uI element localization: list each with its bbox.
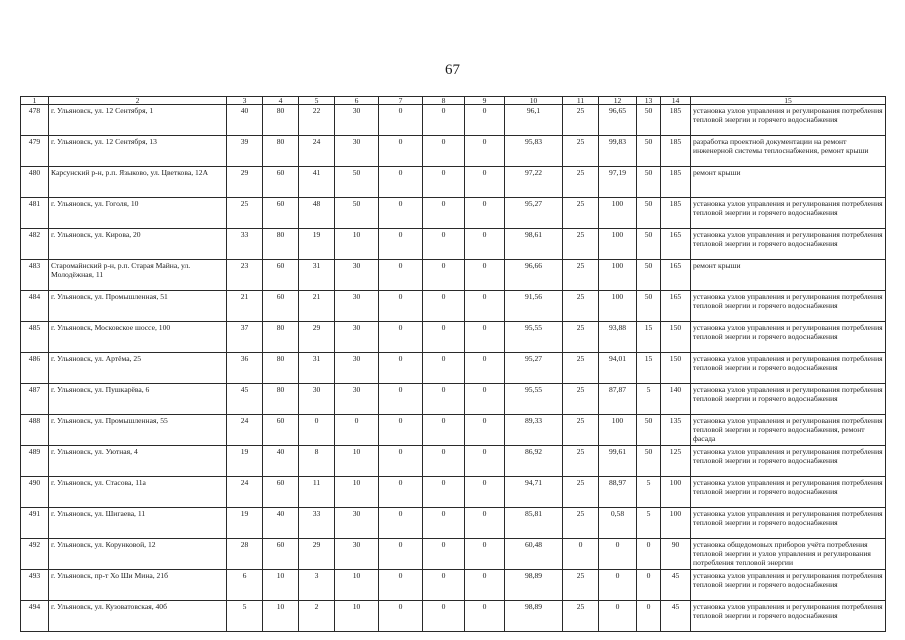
address-cell: г. Ульяновск, ул. Промышленная, 51 <box>49 291 227 322</box>
column-header: 12 <box>599 97 637 105</box>
column-header: 5 <box>299 97 335 105</box>
row-number-cell: 491 <box>21 508 49 539</box>
address-cell: г. Ульяновск, ул. Корунковой, 12 <box>49 539 227 570</box>
value-cell: 40 <box>263 446 299 477</box>
value-cell: 0 <box>465 446 505 477</box>
address-cell: г. Ульяновск, ул. Уютная, 4 <box>49 446 227 477</box>
value-cell: 0 <box>379 384 423 415</box>
value-cell: 19 <box>227 446 263 477</box>
value-cell: 41 <box>299 167 335 198</box>
value-cell: 165 <box>661 291 691 322</box>
row-number-cell: 482 <box>21 229 49 260</box>
value-cell: 25 <box>563 353 599 384</box>
value-cell: 50 <box>637 229 661 260</box>
value-cell: 0 <box>379 260 423 291</box>
value-cell: 80 <box>263 322 299 353</box>
value-cell: 25 <box>563 415 599 446</box>
value-cell: 45 <box>661 601 691 632</box>
value-cell: 40 <box>227 105 263 136</box>
row-number-cell: 485 <box>21 322 49 353</box>
row-number-cell: 490 <box>21 477 49 508</box>
value-cell: 0 <box>423 291 465 322</box>
value-cell: 99,61 <box>599 446 637 477</box>
value-cell: 0 <box>379 198 423 229</box>
column-header: 13 <box>637 97 661 105</box>
value-cell: 24 <box>299 136 335 167</box>
value-cell: 0 <box>465 539 505 570</box>
works-description-cell: установка узлов управления и регулирования потребления тепловой энергии и горячего водоснабжения <box>691 446 886 477</box>
address-cell: г. Ульяновск, ул. Шигаева, 11 <box>49 508 227 539</box>
value-cell: 0 <box>465 198 505 229</box>
value-cell: 0 <box>465 353 505 384</box>
value-cell: 25 <box>563 260 599 291</box>
table-row <box>21 167 886 198</box>
value-cell: 31 <box>299 260 335 291</box>
column-header: 14 <box>661 97 691 105</box>
column-header: 3 <box>227 97 263 105</box>
value-cell: 80 <box>263 136 299 167</box>
value-cell: 0 <box>299 415 335 446</box>
value-cell: 45 <box>227 384 263 415</box>
address-cell: Карсунский р-н, р.п. Языково, ул. Цветкова, 12А <box>49 167 227 198</box>
value-cell: 185 <box>661 198 691 229</box>
table-row <box>21 260 886 291</box>
value-cell: 19 <box>299 229 335 260</box>
value-cell: 50 <box>637 167 661 198</box>
value-cell: 0 <box>379 105 423 136</box>
value-cell: 98,89 <box>505 601 563 632</box>
value-cell: 50 <box>637 136 661 167</box>
table-row <box>21 539 886 570</box>
value-cell: 94,01 <box>599 353 637 384</box>
value-cell: 80 <box>263 229 299 260</box>
value-cell: 10 <box>335 229 379 260</box>
value-cell: 0 <box>423 446 465 477</box>
address-cell: г. Ульяновск, ул. Гоголя, 10 <box>49 198 227 229</box>
value-cell: 10 <box>335 446 379 477</box>
column-header: 1 <box>21 97 49 105</box>
value-cell: 100 <box>599 260 637 291</box>
value-cell: 31 <box>299 353 335 384</box>
address-cell: г. Ульяновск, ул. Пушкарёва, 6 <box>49 384 227 415</box>
value-cell: 23 <box>227 260 263 291</box>
value-cell: 98,61 <box>505 229 563 260</box>
value-cell: 0 <box>637 539 661 570</box>
value-cell: 50 <box>637 198 661 229</box>
value-cell: 86,92 <box>505 446 563 477</box>
table-row <box>21 570 886 601</box>
value-cell: 25 <box>563 446 599 477</box>
column-header: 9 <box>465 97 505 105</box>
value-cell: 3 <box>299 570 335 601</box>
value-cell: 10 <box>263 601 299 632</box>
value-cell: 185 <box>661 105 691 136</box>
value-cell: 0 <box>637 570 661 601</box>
works-description-cell: установка узлов управления и регулирования потребления тепловой энергии и горячего водоснабжения <box>691 353 886 384</box>
works-description-cell: установка узлов управления и регулирования потребления тепловой энергии и горячего водоснабжения, ремонт фасада <box>691 415 886 446</box>
row-number-cell: 492 <box>21 539 49 570</box>
value-cell: 97,19 <box>599 167 637 198</box>
value-cell: 98,89 <box>505 570 563 601</box>
column-header: 7 <box>379 97 423 105</box>
address-cell: г. Ульяновск, ул. Кирова, 20 <box>49 229 227 260</box>
table-row <box>21 477 886 508</box>
value-cell: 0 <box>465 260 505 291</box>
value-cell: 0 <box>379 539 423 570</box>
value-cell: 21 <box>227 291 263 322</box>
value-cell: 24 <box>227 415 263 446</box>
works-description-cell: установка узлов управления и регулирования потребления тепловой энергии и горячего водоснабжения <box>691 229 886 260</box>
value-cell: 97,22 <box>505 167 563 198</box>
value-cell: 45 <box>661 570 691 601</box>
address-cell: г. Ульяновск, ул. Стасова, 11а <box>49 477 227 508</box>
row-number-cell: 488 <box>21 415 49 446</box>
value-cell: 10 <box>335 570 379 601</box>
works-description-cell: установка узлов управления и регулирования потребления тепловой энергии и горячего водоснабжения <box>691 291 886 322</box>
value-cell: 0 <box>379 508 423 539</box>
value-cell: 91,56 <box>505 291 563 322</box>
row-number-cell: 478 <box>21 105 49 136</box>
value-cell: 185 <box>661 167 691 198</box>
value-cell: 25 <box>563 167 599 198</box>
address-cell: г. Ульяновск, ул. Промышленная, 55 <box>49 415 227 446</box>
address-cell: г. Ульяновск, ул. 12 Сентября, 1 <box>49 105 227 136</box>
address-cell: г. Ульяновск, ул. Артёма, 25 <box>49 353 227 384</box>
value-cell: 80 <box>263 353 299 384</box>
value-cell: 33 <box>227 229 263 260</box>
row-number-cell: 479 <box>21 136 49 167</box>
value-cell: 29 <box>299 539 335 570</box>
value-cell: 25 <box>563 105 599 136</box>
table-row <box>21 229 886 260</box>
value-cell: 10 <box>335 601 379 632</box>
value-cell: 95,55 <box>505 322 563 353</box>
value-cell: 40 <box>263 508 299 539</box>
value-cell: 0 <box>423 136 465 167</box>
value-cell: 85,81 <box>505 508 563 539</box>
row-number-cell: 494 <box>21 601 49 632</box>
column-header: 8 <box>423 97 465 105</box>
value-cell: 5 <box>637 477 661 508</box>
value-cell: 0 <box>379 136 423 167</box>
value-cell: 10 <box>263 570 299 601</box>
value-cell: 19 <box>227 508 263 539</box>
value-cell: 30 <box>335 260 379 291</box>
value-cell: 0 <box>423 105 465 136</box>
works-description-cell: установка узлов управления и регулирования потребления тепловой энергии и горячего водоснабжения <box>691 508 886 539</box>
value-cell: 0 <box>465 291 505 322</box>
value-cell: 100 <box>599 198 637 229</box>
value-cell: 95,27 <box>505 353 563 384</box>
table-header <box>21 97 886 105</box>
value-cell: 25 <box>563 322 599 353</box>
value-cell: 100 <box>599 291 637 322</box>
table-row <box>21 446 886 477</box>
value-cell: 0 <box>379 415 423 446</box>
value-cell: 33 <box>299 508 335 539</box>
value-cell: 87,87 <box>599 384 637 415</box>
value-cell: 0 <box>423 322 465 353</box>
value-cell: 60 <box>263 260 299 291</box>
value-cell: 25 <box>563 229 599 260</box>
works-description-cell: установка узлов управления и регулирования потребления тепловой энергии и горячего водоснабжения <box>691 198 886 229</box>
value-cell: 5 <box>637 508 661 539</box>
value-cell: 22 <box>299 105 335 136</box>
value-cell: 0 <box>379 446 423 477</box>
column-header: 11 <box>563 97 599 105</box>
works-description-cell: ремонт крыши <box>691 167 886 198</box>
value-cell: 150 <box>661 322 691 353</box>
address-cell: г. Ульяновск, ул. Кузоватовская, 40б <box>49 601 227 632</box>
row-number-cell: 481 <box>21 198 49 229</box>
value-cell: 2 <box>299 601 335 632</box>
value-cell: 93,88 <box>599 322 637 353</box>
value-cell: 60 <box>263 198 299 229</box>
value-cell: 0 <box>465 415 505 446</box>
value-cell: 50 <box>637 291 661 322</box>
value-cell: 30 <box>335 105 379 136</box>
value-cell: 0 <box>379 229 423 260</box>
value-cell: 0 <box>465 601 505 632</box>
value-cell: 0 <box>465 322 505 353</box>
value-cell: 100 <box>661 508 691 539</box>
value-cell: 25 <box>563 198 599 229</box>
value-cell: 5 <box>637 384 661 415</box>
value-cell: 0 <box>423 570 465 601</box>
value-cell: 0 <box>379 291 423 322</box>
value-cell: 125 <box>661 446 691 477</box>
value-cell: 60 <box>263 477 299 508</box>
value-cell: 25 <box>563 136 599 167</box>
value-cell: 30 <box>335 539 379 570</box>
value-cell: 0 <box>379 167 423 198</box>
table-body <box>21 105 886 632</box>
value-cell: 50 <box>335 167 379 198</box>
value-cell: 37 <box>227 322 263 353</box>
value-cell: 0 <box>423 508 465 539</box>
value-cell: 80 <box>263 384 299 415</box>
row-number-cell: 487 <box>21 384 49 415</box>
table-row <box>21 508 886 539</box>
value-cell: 80 <box>263 105 299 136</box>
value-cell: 50 <box>637 105 661 136</box>
works-description-cell: установка узлов управления и регулирования потребления тепловой энергии и горячего водоснабжения <box>691 384 886 415</box>
column-header: 10 <box>505 97 563 105</box>
value-cell: 0 <box>423 260 465 291</box>
value-cell: 0 <box>379 322 423 353</box>
value-cell: 30 <box>299 384 335 415</box>
value-cell: 0 <box>423 601 465 632</box>
address-cell: г. Ульяновск, ул. 12 Сентября, 13 <box>49 136 227 167</box>
value-cell: 30 <box>335 508 379 539</box>
value-cell: 165 <box>661 260 691 291</box>
value-cell: 25 <box>563 477 599 508</box>
works-description-cell: установка общедомовых приборов учёта потребления тепловой энергии и узлов управления и регулирования потребления тепловой энергии <box>691 539 886 570</box>
value-cell: 29 <box>299 322 335 353</box>
value-cell: 10 <box>335 477 379 508</box>
table-row <box>21 198 886 229</box>
table-row <box>21 105 886 136</box>
value-cell: 25 <box>563 508 599 539</box>
value-cell: 0 <box>599 570 637 601</box>
value-cell: 60 <box>263 539 299 570</box>
value-cell: 96,66 <box>505 260 563 291</box>
value-cell: 0 <box>423 477 465 508</box>
value-cell: 30 <box>335 384 379 415</box>
value-cell: 100 <box>599 229 637 260</box>
value-cell: 0 <box>563 539 599 570</box>
page-number: 67 <box>445 62 460 78</box>
value-cell: 185 <box>661 136 691 167</box>
column-header: 2 <box>49 97 227 105</box>
value-cell: 60,48 <box>505 539 563 570</box>
value-cell: 0 <box>465 105 505 136</box>
works-description-cell: ремонт крыши <box>691 260 886 291</box>
value-cell: 0 <box>379 570 423 601</box>
row-number-cell: 493 <box>21 570 49 601</box>
value-cell: 88,97 <box>599 477 637 508</box>
table-row <box>21 353 886 384</box>
value-cell: 90 <box>661 539 691 570</box>
value-cell: 36 <box>227 353 263 384</box>
value-cell: 24 <box>227 477 263 508</box>
value-cell: 60 <box>263 415 299 446</box>
table-row <box>21 601 886 632</box>
value-cell: 135 <box>661 415 691 446</box>
value-cell: 30 <box>335 322 379 353</box>
works-description-cell: установка узлов управления и регулирования потребления тепловой энергии и горячего водоснабжения <box>691 105 886 136</box>
value-cell: 0 <box>379 353 423 384</box>
value-cell: 0 <box>335 415 379 446</box>
value-cell: 25 <box>563 384 599 415</box>
row-number-cell: 489 <box>21 446 49 477</box>
address-cell: г. Ульяновск, Московское шоссе, 100 <box>49 322 227 353</box>
value-cell: 0 <box>423 353 465 384</box>
value-cell: 25 <box>563 570 599 601</box>
table-row <box>21 136 886 167</box>
value-cell: 0 <box>465 136 505 167</box>
value-cell: 89,33 <box>505 415 563 446</box>
value-cell: 50 <box>637 260 661 291</box>
works-description-cell: разработка проектной документации на ремонт инженерной системы теплоснабжения, ремонт крыши <box>691 136 886 167</box>
value-cell: 0 <box>379 477 423 508</box>
table-row <box>21 291 886 322</box>
value-cell: 30 <box>335 353 379 384</box>
value-cell: 100 <box>661 477 691 508</box>
row-number-cell: 480 <box>21 167 49 198</box>
value-cell: 95,27 <box>505 198 563 229</box>
value-cell: 5 <box>227 601 263 632</box>
value-cell: 15 <box>637 353 661 384</box>
address-cell: Старомайнский р-н, р.п. Старая Майна, ул. Молодёжная, 11 <box>49 260 227 291</box>
value-cell: 0 <box>423 415 465 446</box>
works-description-cell: установка узлов управления и регулирования потребления тепловой энергии и горячего водоснабжения <box>691 322 886 353</box>
value-cell: 25 <box>563 291 599 322</box>
value-cell: 100 <box>599 415 637 446</box>
column-header: 15 <box>691 97 886 105</box>
works-description-cell: установка узлов управления и регулирования потребления тепловой энергии и горячего водоснабжения <box>691 570 886 601</box>
value-cell: 25 <box>227 198 263 229</box>
value-cell: 0 <box>465 570 505 601</box>
value-cell: 60 <box>263 167 299 198</box>
value-cell: 0 <box>423 167 465 198</box>
value-cell: 0 <box>637 601 661 632</box>
value-cell: 21 <box>299 291 335 322</box>
column-header: 4 <box>263 97 299 105</box>
table-row <box>21 415 886 446</box>
value-cell: 94,71 <box>505 477 563 508</box>
value-cell: 0 <box>599 539 637 570</box>
value-cell: 0 <box>465 508 505 539</box>
row-number-cell: 484 <box>21 291 49 322</box>
value-cell: 0 <box>465 229 505 260</box>
value-cell: 96,65 <box>599 105 637 136</box>
header-row <box>21 97 886 105</box>
table-row <box>21 384 886 415</box>
value-cell: 29 <box>227 167 263 198</box>
value-cell: 0 <box>379 601 423 632</box>
value-cell: 0 <box>423 229 465 260</box>
value-cell: 15 <box>637 322 661 353</box>
value-cell: 95,83 <box>505 136 563 167</box>
value-cell: 30 <box>335 291 379 322</box>
value-cell: 28 <box>227 539 263 570</box>
value-cell: 50 <box>637 415 661 446</box>
value-cell: 0,58 <box>599 508 637 539</box>
works-description-cell: установка узлов управления и регулирования потребления тепловой энергии и горячего водоснабжения <box>691 601 886 632</box>
value-cell: 8 <box>299 446 335 477</box>
value-cell: 0 <box>465 167 505 198</box>
value-cell: 50 <box>335 198 379 229</box>
value-cell: 0 <box>423 539 465 570</box>
value-cell: 30 <box>335 136 379 167</box>
value-cell: 140 <box>661 384 691 415</box>
value-cell: 0 <box>465 384 505 415</box>
works-description-cell: установка узлов управления и регулирования потребления тепловой энергии и горячего водоснабжения <box>691 477 886 508</box>
value-cell: 165 <box>661 229 691 260</box>
column-header: 6 <box>335 97 379 105</box>
value-cell: 95,55 <box>505 384 563 415</box>
row-number-cell: 486 <box>21 353 49 384</box>
value-cell: 0 <box>423 384 465 415</box>
value-cell: 50 <box>637 446 661 477</box>
value-cell: 150 <box>661 353 691 384</box>
value-cell: 6 <box>227 570 263 601</box>
table-row <box>21 322 886 353</box>
value-cell: 0 <box>465 477 505 508</box>
row-number-cell: 483 <box>21 260 49 291</box>
value-cell: 96,1 <box>505 105 563 136</box>
value-cell: 48 <box>299 198 335 229</box>
data-table <box>20 96 886 632</box>
value-cell: 11 <box>299 477 335 508</box>
value-cell: 60 <box>263 291 299 322</box>
address-cell: г. Ульяновск, пр-т Хо Ши Мина, 21б <box>49 570 227 601</box>
value-cell: 99,83 <box>599 136 637 167</box>
value-cell: 0 <box>599 601 637 632</box>
value-cell: 39 <box>227 136 263 167</box>
value-cell: 25 <box>563 601 599 632</box>
value-cell: 0 <box>423 198 465 229</box>
